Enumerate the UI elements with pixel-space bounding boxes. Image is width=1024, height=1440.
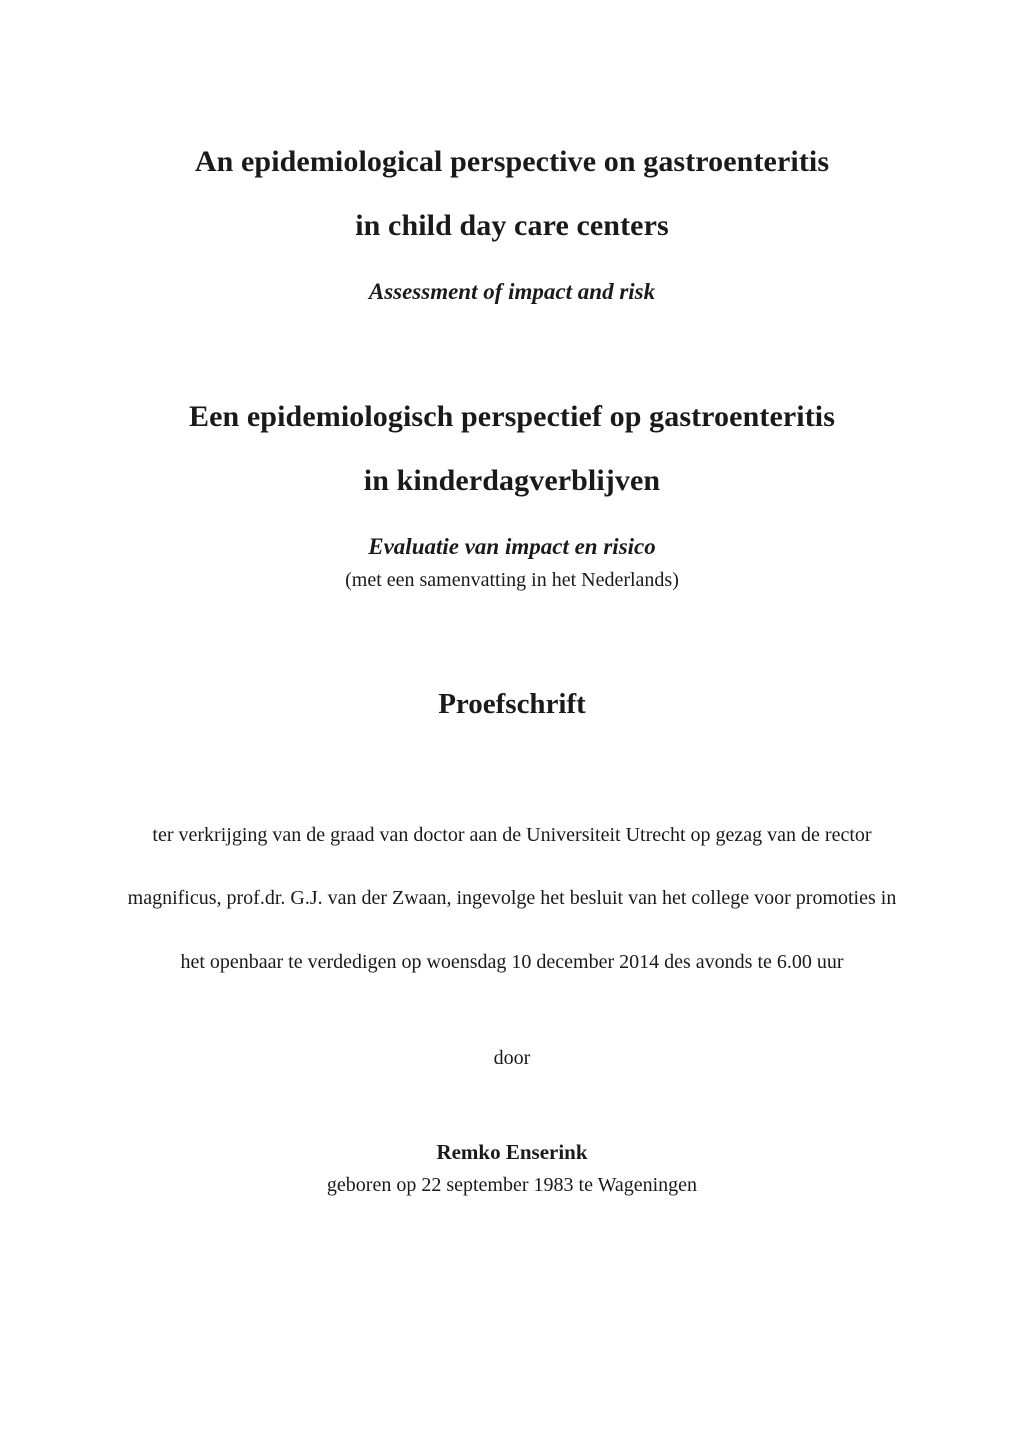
summary-note: (met een samenvatting in het Nederlands) (345, 569, 679, 591)
degree-text-line-3: het openbaar te verdedigen op woensdag 10 december 2014 des avonds te 6.00 uur (180, 951, 844, 973)
degree-text-line-1: ter verkrijging van de graad van doctor aan de Universiteit Utrecht op gezag van de rector (152, 824, 872, 846)
author-name: Remko Enserink (436, 1140, 588, 1164)
english-title-line-2: in child day care centers (355, 209, 669, 242)
dutch-title-line-1: Een epidemiologisch perspectief op gastroenteritis (188, 400, 836, 433)
dutch-subtitle: Evaluatie van impact en risico (368, 534, 656, 559)
degree-text-line-2: magnificus, prof.dr. G.J. van der Zwaan, ingevolge het besluit van het college voor promoties in (127, 887, 897, 909)
dutch-title-line-2: in kinderdagverblijven (363, 464, 661, 497)
english-subtitle: Assessment of impact and risk (368, 279, 656, 304)
by-label: door (493, 1047, 531, 1069)
author-birth: geboren op 22 september 1983 te Wageningen (326, 1174, 698, 1196)
english-title-line-1: An epidemiological perspective on gastroenteritis (194, 145, 830, 178)
thesis-label: Proefschrift (438, 688, 586, 720)
